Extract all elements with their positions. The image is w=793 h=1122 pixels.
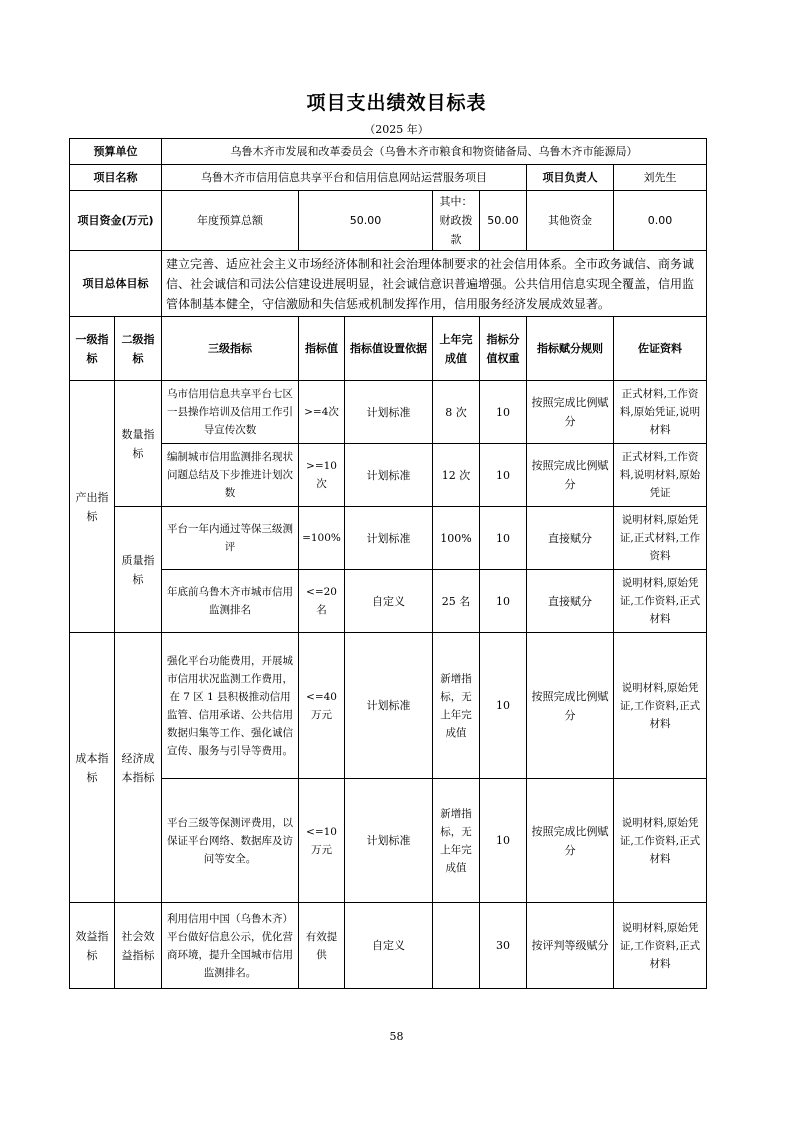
- group-output: 产出指标: [70, 381, 115, 633]
- row-weight: 10: [480, 381, 527, 444]
- overall-goal-label: 项目总体目标: [70, 251, 162, 317]
- row-weight: 10: [480, 444, 527, 507]
- row-evidence: 说明材料,原始凭证,工作资料,正式材料: [614, 903, 707, 989]
- row-evidence: 正式材料,工作资料,说明材料,原始凭证: [614, 444, 707, 507]
- project-owner-label: 项目负责人: [527, 165, 614, 191]
- fiscal-allocation-label: 其中：财政拨款: [433, 191, 480, 251]
- year-label: （2025 年）: [364, 123, 429, 136]
- header-level1: 一级指标: [70, 317, 115, 381]
- row-evidence: 说明材料,原始凭证,正式材料,工作资料: [614, 507, 707, 570]
- row-rule: 按评判等级赋分: [527, 903, 614, 989]
- row-indicator: 平台一年内通过等保三级测评: [162, 507, 299, 570]
- row-prev: 新增指标，无上年完成值: [433, 633, 480, 779]
- row-indicator: 年底前乌鲁木齐市城市信用监测排名: [162, 570, 299, 633]
- row-indicator: 平台三级等保测评费用，以保证平台网络、数据库及访问等安全。: [162, 779, 299, 903]
- annual-budget-label: 年度预算总额: [162, 191, 299, 251]
- row-weight: 10: [480, 633, 527, 779]
- row-prev: 25 名: [433, 570, 480, 633]
- header-evidence: 佐证资料: [614, 317, 707, 381]
- row-rule: 按照完成比例赋分: [527, 381, 614, 444]
- row-basis: 自定义: [345, 903, 433, 989]
- project-funds-row: [70, 191, 707, 251]
- row-weight: 10: [480, 570, 527, 633]
- row-indicator: 乌市信用信息共享平台七区一县操作培训及信用工作引导宣传次数: [162, 381, 299, 444]
- row-prev: 12 次: [433, 444, 480, 507]
- row-prev: [433, 903, 480, 989]
- table-row: [70, 903, 707, 989]
- table-row: [70, 570, 707, 633]
- page-number: 58: [389, 1030, 404, 1043]
- header-level2: 二级指标: [115, 317, 162, 381]
- group-benefit: 效益指标: [70, 903, 115, 989]
- group-economic: 经济成本指标: [115, 633, 162, 903]
- row-indicator: 强化平台功能费用，开展城市信用状况监测工作费用，在 7 区 1 县积极推动信用监管、信用承诺、公共信用数据归集等工作、强化诚信宣传、服务与引导等费用。: [162, 633, 299, 779]
- header-row: [70, 317, 707, 381]
- project-funds-label: 项目资金(万元): [70, 191, 162, 251]
- group-quality: 质量指标: [115, 507, 162, 633]
- row-weight: 10: [480, 507, 527, 570]
- row-rule: 按照完成比例赋分: [527, 444, 614, 507]
- row-value: <=20名: [299, 570, 345, 633]
- row-value: >=10次: [299, 444, 345, 507]
- row-prev: 100%: [433, 507, 480, 570]
- row-prev: 8 次: [433, 381, 480, 444]
- project-name-row: [70, 165, 707, 191]
- header-prev: 上年完成值: [433, 317, 480, 381]
- header-level3: 三级指标: [162, 317, 299, 381]
- other-funds-label: 其他资金: [527, 191, 614, 251]
- table-row: [70, 507, 707, 570]
- row-basis: 自定义: [345, 570, 433, 633]
- row-evidence: 说明材料,原始凭证,工作资料,正式材料: [614, 779, 707, 903]
- row-rule: 按照完成比例赋分: [527, 633, 614, 779]
- row-basis: 计划标准: [345, 779, 433, 903]
- overall-goal-row: [70, 251, 707, 317]
- row-evidence: 说明材料,原始凭证,工作资料,正式材料: [614, 633, 707, 779]
- group-quantity: 数量指标: [115, 381, 162, 507]
- table-row: [70, 444, 707, 507]
- header-weight: 指标分值权重: [480, 317, 527, 381]
- table-row: [70, 381, 707, 444]
- budget-unit-value: 乌鲁木齐市发展和改革委员会（乌鲁木齐市粮食和物资储备局、乌鲁木齐市能源局）: [162, 139, 707, 165]
- fiscal-allocation-value: 50.00: [480, 191, 527, 251]
- row-indicator: 编制城市信用监测排名现状问题总结及下步推进计划次数: [162, 444, 299, 507]
- row-value: <=10万元: [299, 779, 345, 903]
- row-basis: 计划标准: [345, 381, 433, 444]
- page-title: 项目支出绩效目标表: [306, 92, 487, 114]
- row-rule: 直接赋分: [527, 570, 614, 633]
- header-basis: 指标值设置依据: [345, 317, 433, 381]
- row-rule: 按照完成比例赋分: [527, 779, 614, 903]
- group-social: 社会效益指标: [115, 903, 162, 989]
- budget-unit-label: 预算单位: [70, 139, 162, 165]
- project-name-label: 项目名称: [70, 165, 162, 191]
- budget-unit-row: [70, 139, 707, 165]
- table-row: [70, 633, 707, 779]
- row-value: >=4次: [299, 381, 345, 444]
- annual-budget-value: 50.00: [299, 191, 433, 251]
- header-value: 指标值: [299, 317, 345, 381]
- project-name-value: 乌鲁木齐市信用信息共享平台和信用信息网站运营服务项目: [162, 165, 527, 191]
- performance-target-table: [69, 138, 707, 989]
- row-prev: 新增指标，无上年完成值: [433, 779, 480, 903]
- row-weight: 30: [480, 903, 527, 989]
- row-evidence: 正式材料,工作资料,原始凭证,说明材料: [614, 381, 707, 444]
- row-value: =100%: [299, 507, 345, 570]
- row-basis: 计划标准: [345, 633, 433, 779]
- row-basis: 计划标准: [345, 444, 433, 507]
- row-basis: 计划标准: [345, 507, 433, 570]
- row-weight: 10: [480, 779, 527, 903]
- row-value: 有效提供: [299, 903, 345, 989]
- other-funds-value: 0.00: [614, 191, 707, 251]
- row-value: <=40万元: [299, 633, 345, 779]
- header-rule: 指标赋分规则: [527, 317, 614, 381]
- row-rule: 直接赋分: [527, 507, 614, 570]
- group-cost: 成本指标: [70, 633, 115, 903]
- row-evidence: 说明材料,原始凭证,工作资料,正式材料: [614, 570, 707, 633]
- overall-goal-text: 建立完善、适应社会主义市场经济体制和社会治理体制要求的社会信用体系。全市政务诚信、商务诚信、社会诚信和司法公信建设进展明显，社会诚信意识普遍增强。公共信用信息实现全覆盖，信用监管体制基本健全，守信激励和失信惩戒机制发挥作用，信用服务经济发展成效显著。: [162, 251, 707, 317]
- project-owner-value: 刘先生: [614, 165, 707, 191]
- table-row: [70, 779, 707, 903]
- row-indicator: 利用信用中国（乌鲁木齐）平台做好信息公示，优化营商环境，提升全国城市信用监测排名。: [162, 903, 299, 989]
